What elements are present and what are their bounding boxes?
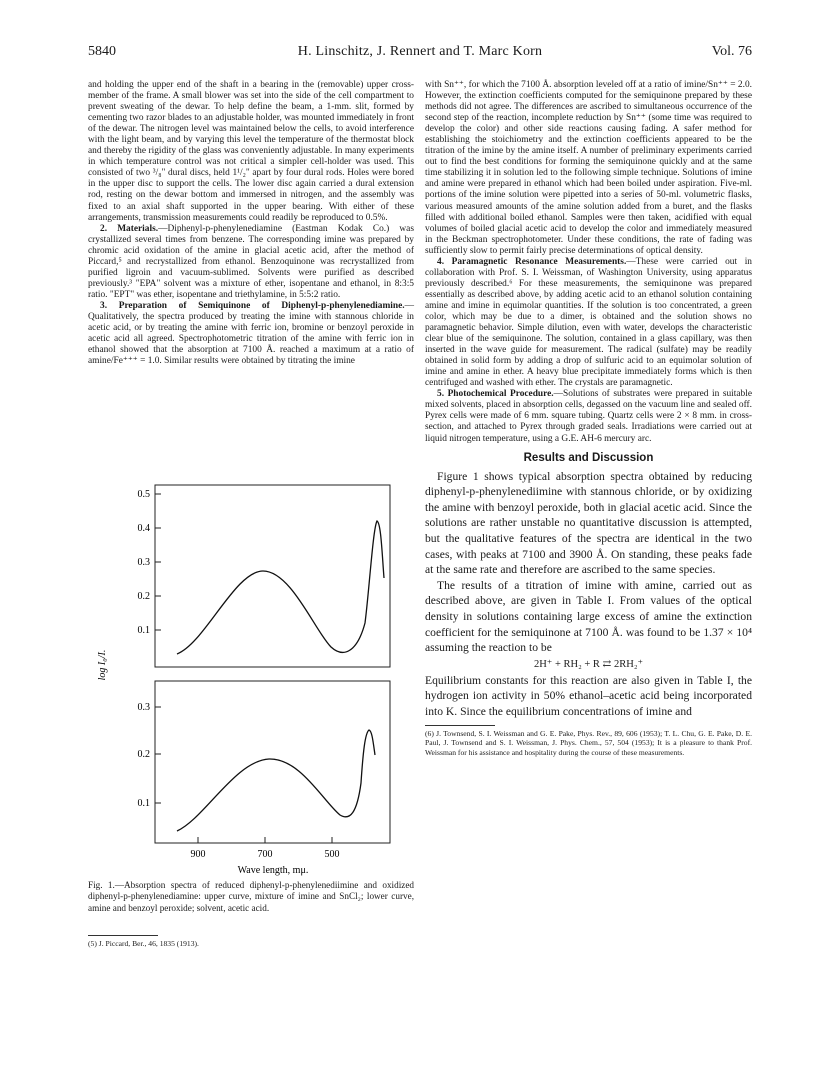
x-tick-label: 500 xyxy=(324,849,340,860)
upper-tick-label: 0.2 xyxy=(137,591,150,602)
paragraph xyxy=(425,389,752,444)
section-title: Results and Discussion xyxy=(523,451,654,464)
lower-tick-label: 0.2 xyxy=(137,749,150,760)
upper-tick-label: 0.1 xyxy=(137,625,150,636)
left-footnote-block xyxy=(88,930,414,949)
subsection-heading: 3. Preparation of Semiquinone of Diphenyl-p-phenylenediamine. xyxy=(100,300,405,311)
lower-tick-label: 0.1 xyxy=(137,798,150,809)
subsection-heading: 4. Paramagnetic Resonance Measurements. xyxy=(437,256,627,267)
upper-panel-frame xyxy=(155,485,390,667)
right-column xyxy=(425,80,752,757)
footnote-rule xyxy=(425,725,495,726)
paragraph: The results of a titration of imine with amine, carried out as described above, are given in Table I. From values of the optical density in solutions containing large excess of amine the extinction coefficient for the semiquinone at 7100 Å. was found to be 1.37 × 10⁴ assuming the reaction to be xyxy=(425,578,752,655)
lower-tick-label: 0.3 xyxy=(137,702,150,713)
paragraph-text: —Solutions of substrates were prepared in suitable mixed solvents, placed in absorption cells, degassed on the vacuum line and sealed off. Pyrex cells were made of 6 mm. square tubing. Quartz cells were 2 × 8 mm. in cross-section, and attached to Pyrex through graded seals. Irradiations were carried out at liquid nitrogen temperature, using a G.E. AH-6 mercury arc. xyxy=(425,389,752,444)
page-number: 5840 xyxy=(88,44,116,59)
paragraph xyxy=(88,224,414,301)
x-tick-label: 900 xyxy=(190,849,206,860)
running-authors: H. Linschitz, J. Rennert and T. Marc Korn xyxy=(297,44,543,59)
paragraph xyxy=(425,257,752,390)
reaction-equation: 2H⁺ + RH₂ + R ⇄ 2RH₂⁺ xyxy=(533,658,644,670)
subsection-heading: 5. Photochemical Procedure. xyxy=(437,389,554,400)
upper-spectrum-curve xyxy=(177,521,384,654)
footnote-rule xyxy=(88,935,158,936)
paragraph: with Sn⁺⁺, for which the 7100 Å. absorption leveled off at a ratio of imine/Sn⁺⁺ = 2.0. However, the extinction coefficients computed for the semiquinone prepared by these methods did not agree. The differences are ascribed to simultaneous occurrence of the second step of the reaction, incomplete reduction by Sn⁺⁺ (some time was required to develop the color) and other side reactions causing fading. A safer method for establishing the stoichiometry and the extinction coefficients appeared to be the titration of the imine by the amine itself. A number of preliminary experiments carried out to find the best conditions for forming the semiquinone quickly and at the same time stabilizing it in solution led to the following simple technique. Solutions of imine and amine were prepared in ethanol which had been boiled under aspiration. Five-ml. portions of the imine solution were pipetted into a series of 50-ml. volumetric flasks, various measured amounts of the amine solution added from a buret, and the flasks filled with additional boiled ethanol. Samples were then taken, acidified with equal volumes of boiled glacial acetic acid to develop the color and immediately measured in the Beckman spectrophotometer. Under these conditions, the rate of fading was sufficiently slow to permit fairly precise determinations of optical density. xyxy=(425,80,752,256)
paragraph: Figure 1 shows typical absorption spectra obtained by reducing diphenyl-p-phenylenediimine with stannous chloride, or by oxidizing the amine with benzoyl peroxide, both in glacial acetic acid. Since the solutions are rather unstable no quantitative discussion is attempted, but the qualitative features of the spectra are identical in the two cases, with peaks at 7100 and 3900 Å. On standing, these peaks fade at the same rate and therefore are ascribed to the same species. xyxy=(425,469,752,577)
running-header xyxy=(88,44,752,64)
figure-caption: Fig. 1.—Absorption spectra of reduced diphenyl-p-phenylenediimine and oxidized diphenyl-p-phenylenediamine: upper curve, mixture of imine and SnCl₂; lower curve, amine and benzoyl peroxide; solvent, acetic acid. xyxy=(88,880,414,913)
upper-tick-label: 0.5 xyxy=(137,489,150,500)
paragraph-text: —Diphenyl-p-phenylenediamine (Eastman Kodak Co.) was crystallized several times from benzene. The corresponding imine was prepared by chromic acid oxidation of the amine in glacial acetic acid, after the method of Piccard,⁵ and recrystallized from ethanol. Benzoquinone was recrystallized from purified ligroin and vacuum-sublimed. Solvents were purified as described previously.³ "EPA" solvent was a mixture of ether, isopentane and ethanol, in 8:3:5 ratio. "EPT" was ether, isopentane and triethylamine, in 5:5:2 ratio. xyxy=(88,223,414,300)
paragraph: and holding the upper end of the shaft in a bearing in the (removable) upper cross-member of the frame. A small blower was set into the side of the cell compartment to prevent sweating of the dewar. To help define the beam, a 1-mm. slit, formed by cementing two razor blades to an adjustable holder, was mounted immediately in front of the dewar. The nitrogen level was maintained below the cells, to avoid interference with the light beam, and by varying this level the temperature of the thermostat block and thereby the rigidity of the glass was conveniently adjustable. In many experiments in which temperature control was not critical a simpler cell-holder was used. This consisted of two ³/₈" dural discs, held 1¹/₂" apart by four dural rods. Holes were bored in the upper disc to support the cells. The lower disc again carried a dural extension rod, resting on the dewar bottom and immersed in nitrogen, and the assembly was fixed to an axial shaft supported in the upper bearing. With either of these arrangements, transmission measurements could readily be reproduced to 0.5%. xyxy=(88,80,414,223)
lower-spectrum-curve xyxy=(177,730,375,831)
footnote: (5) J. Piccard, Ber., 46, 1835 (1913). xyxy=(88,939,199,948)
lower-panel-frame xyxy=(155,681,390,843)
volume-label: Vol. 76 xyxy=(711,44,752,59)
left-column xyxy=(88,80,414,367)
paragraph: Equilibrium constants for this reaction are also given in Table I, the hydrogen ion activity in 50% ethanol–acetic acid being incorporated into K. Since the equilibrium concentrations of imine and xyxy=(425,673,752,718)
paragraph-text: —These were carried out in collaboration with Prof. S. I. Weissman, of Washington University, using apparatus previously described.⁶ For these measurements, the semiquinone was prepared essentially as described above, by adding acetic acid to an ethanol solution containing amine and imine in equimolar quantities. If the solution is too concentrated, a green color, which may be due to a dimer, is obtained and the solution shows no paramagnetic behavior. Simple dilution, even with water, develops the characteristic clear blue of the semiquinone. The solution, contained in a glass capillary, was then inserted in the wave guide for measurement. The radical (sulfate) may be readily obtained in solid form by adding a drop of sulfuric acid to an equimolar solution of imine and amine in ether. A heavy blue precipitate immediately forms which is then centrifuged and washed with ether. The crystals are paramagnetic. xyxy=(425,256,752,389)
subsection-heading: 2. Materials. xyxy=(100,223,159,234)
x-tick-label: 700 xyxy=(257,849,273,860)
paragraph xyxy=(88,301,414,367)
y-axis-label: log I₀/I. xyxy=(97,649,108,681)
x-axis-label: Wave length, mμ. xyxy=(237,865,309,876)
figure-1-plot xyxy=(95,483,425,883)
footnote: (6) J. Townsend, S. I. Weissman and G. E. Pake, Phys. Rev., 89, 606 (1953); T. L. Chu, G. E. Pake, D. E. Paul, J. Townsend and S. I. Weissman, J. Phys. Chem., 57, 504 (1953); It is a pleasure to thank Prof. Weissman for his assistance and hospitality during the course of these measurements. xyxy=(425,728,752,757)
upper-tick-label: 0.3 xyxy=(137,557,150,568)
paragraph-text: —Qualitatively, the spectra produced by treating the imine with stannous chloride in acetic acid, or by treating the amine with ferric ion, bromine or benzoyl peroxide in acetic acid all agreed. Spectrophotometric titration of the amine with ferric ion in ethanol showed that the absorption at 7100 Å. reached a maximum at a ratio of amine/Fe⁺⁺⁺ = 1.0. Similar results were obtained by titrating the imine xyxy=(88,300,414,367)
figure-1 xyxy=(95,483,425,893)
upper-tick-label: 0.4 xyxy=(137,523,150,534)
